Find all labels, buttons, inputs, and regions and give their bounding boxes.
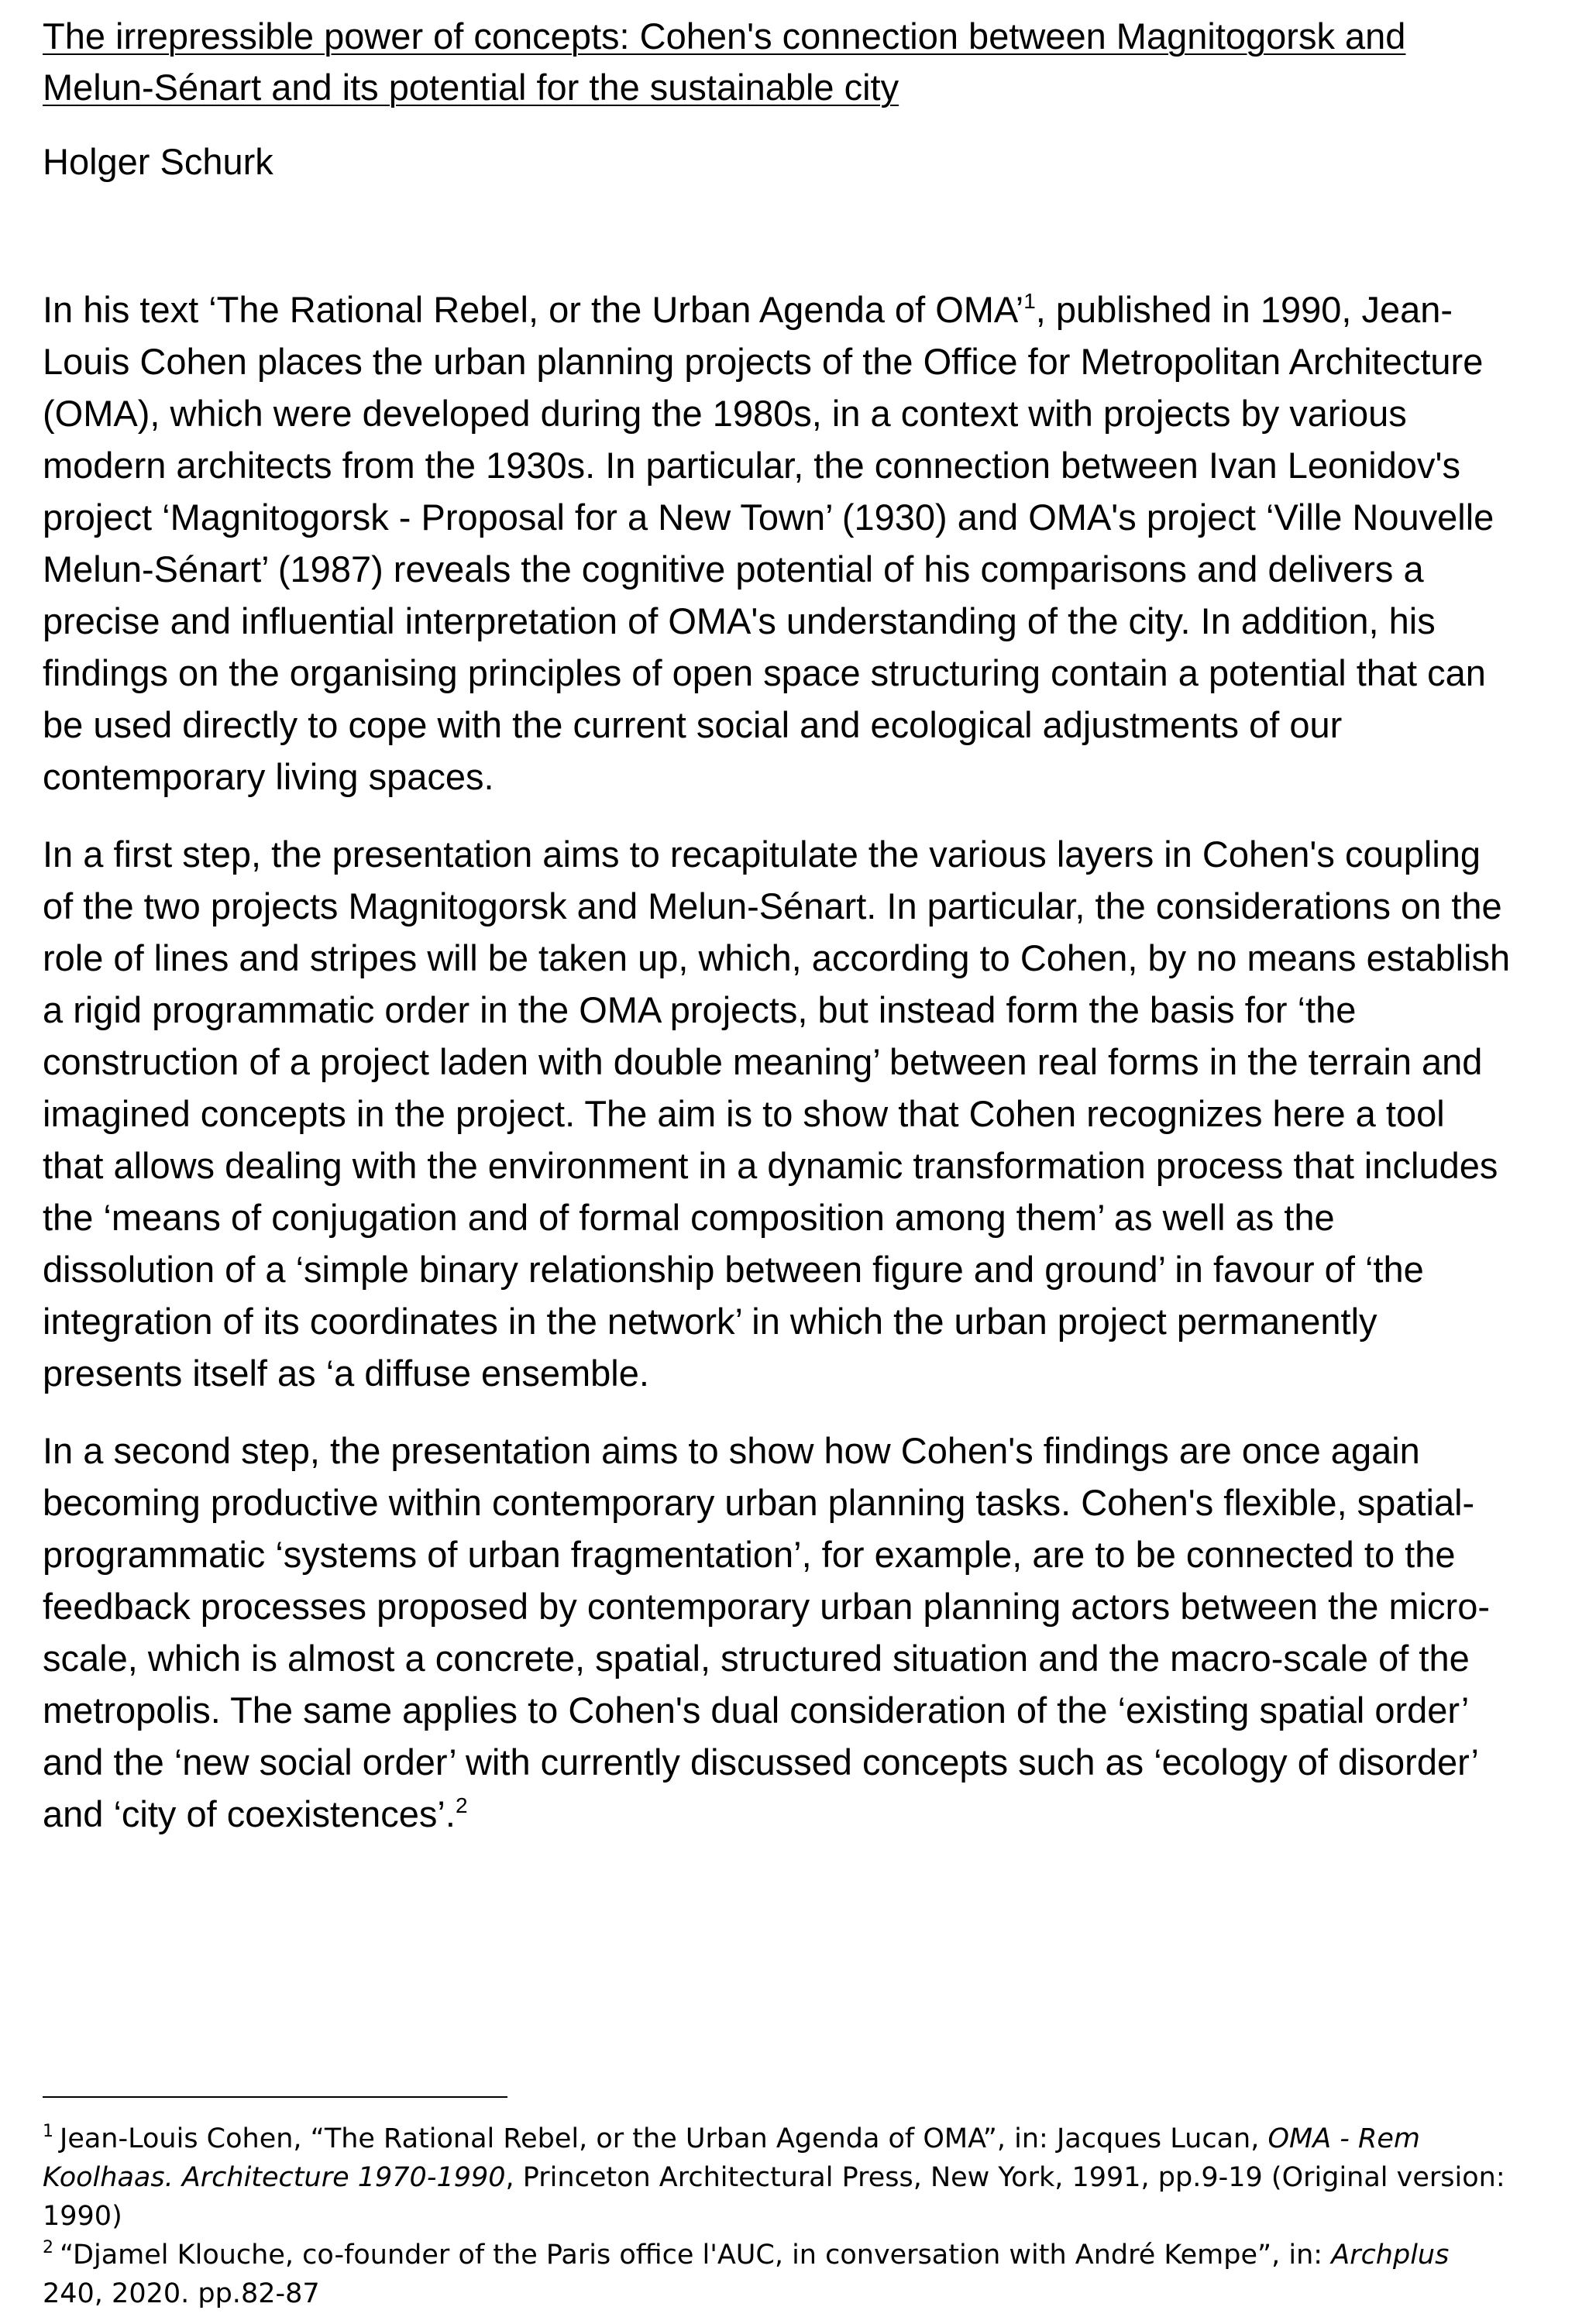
footnote-2-text-b: 240, 2020. pp.82-87 [43,2278,320,2309]
footnote-1-text-a: Jean-Louis Cohen, “The Rational Rebel, or the Urban Agenda of OMA”, in: Jacques Lucan, [60,2123,1268,2154]
footnote-2-journal-title: Archplus [1331,2240,1450,2271]
footnote-1-text-b: , Princeton Architectural Press, New York, 1991, pp.9-19 (Original version: 1990) [43,2162,1505,2232]
footnote-1-book-title: OMA - Rem Koolhaas. Architecture 1970-1990 [43,2123,1420,2193]
footnote-2-mark: 2 [43,2238,53,2257]
footnote-2-text-a: “Djamel Klouche, co-founder of the Paris office l'AUC, in conversation with André Kempe”, in: [60,2240,1332,2271]
footnote-1-mark: 1 [43,2122,53,2141]
abstract-body [43,284,1515,1865]
footnote-separator [43,2096,507,2098]
document-title: The irrepressible power of concepts: Cohen's connection between Magnitogorsk and Melun-Sénart and its potential for the sustainable city [43,15,1406,108]
footnotes [43,2119,1515,2313]
paragraph-1 [43,284,1515,803]
footnote-ref-1[interactable]: 1 [1023,289,1036,313]
paragraph-1-text-b: , published in 1990, Jean-Louis Cohen places the urban planning projects of the Office for Metropolitan Architecture (OMA), which were developed during the 1980s, in a context with projects by various modern architects from the 1930s. In particular, the connection between Ivan Leonidov's project ‘Magnitogorsk - Proposal for a New Town’ (1930) and OMA's project ‘Ville Nouvelle Melun-Sénart’ (1987) reveals the cognitive potential of his comparisons and delivers a precise and influential interpretation of OMA's understanding of the city. In addition, his findings on the organising principles of open space structuring contain a potential that can be used directly to cope with the current social and ecological adjustments of our contemporary living spaces. [43,289,1494,797]
paragraph-3 [43,1425,1515,1840]
author-name: Holger Schurk [43,141,273,182]
document-page [43,0,1515,2324]
paragraph-2: In a first step, the presentation aims to recapitulate the various layers in Cohen's coupling of the two projects Magnitogorsk and Melun-Sénart. In particular, the considerations on the role of lines and stripes will be taken up, which, according to Cohen, by no means establish a rigid programmatic order in the OMA projects, but instead form the basis for ‘the construction of a project laden with double meaning’ between real forms in the terrain and imagined concepts in the project. The aim is to show that Cohen recognizes here a tool that allows dealing with the environment in a dynamic transformation process that includes the ‘means of conjugation and of formal composition among them’ as well as the dissolution of a ‘simple binary relationship between figure and ground’ in favour of ‘the integration of its coordinates in the network’ in which the urban project permanently presents itself as ‘a diffuse ensemble. [43,834,1511,1394]
footnote-ref-2[interactable]: 2 [455,1793,468,1817]
footnote-1 [43,2119,1515,2236]
footnote-2 [43,2236,1515,2313]
paragraph-1-text-a: In his text ‘The Rational Rebel, or the Urban Agenda of OMA’ [43,289,1024,330]
paragraph-3-text: In a second step, the presentation aims to show how Cohen's findings are once again becoming productive within contemporary urban planning tasks. Cohen's flexible, spatial-programmatic ‘systems of urban fragmentation’, for example, are to be connected to the feedback processes proposed by contemporary urban planning actors between the micro-scale, which is almost a concrete, spatial, structured situation and the macro-scale of the metropolis. The same applies to Cohen's dual consideration of the ‘existing spatial order’ and the ‘new social order’ with currently discussed concepts such as ‘ecology of disorder’ and ‘city of coexistences’. [43,1430,1490,1834]
